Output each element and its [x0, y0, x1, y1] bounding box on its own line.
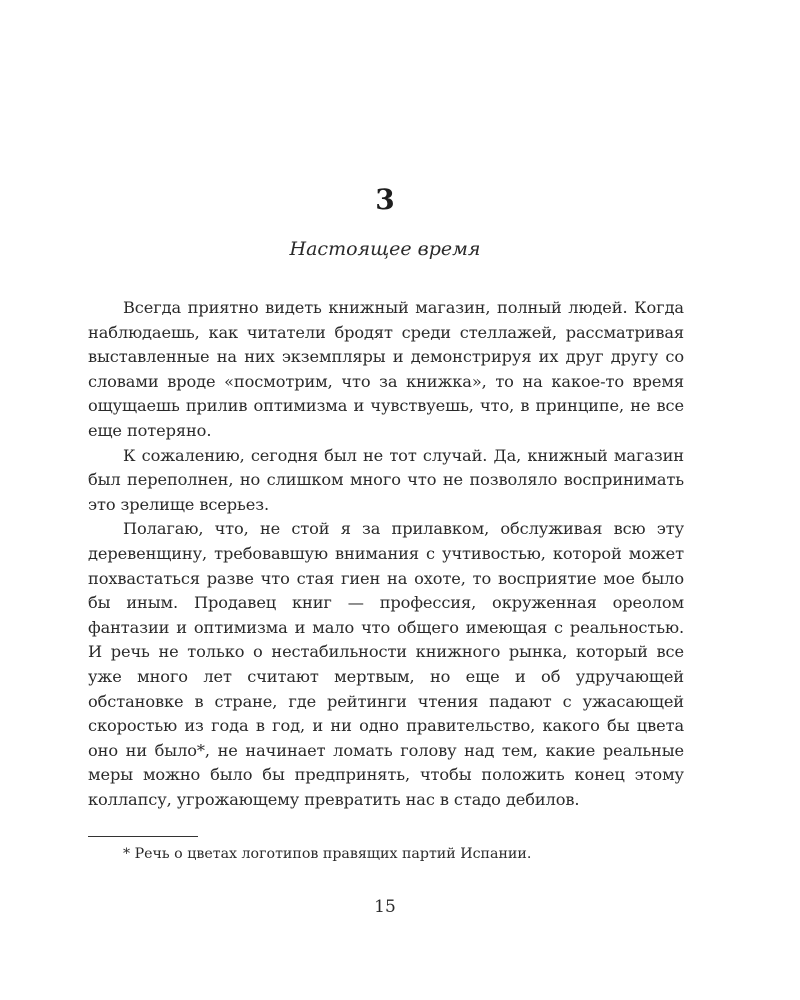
- paragraph-1: Всегда приятно видеть книжный магазин, полный людей. Когда наблюдаешь, как читатели бродят среди стеллажей, рассматривая выставленные на них экземпляры и демонстрируя их друг другу со словами вроде «посмотрим, что за книжка», то на какое-то время ощущаешь прилив оптимизма и чувствуешь, что, в принципе, не все еще потеряно.: [88, 298, 684, 440]
- paragraph-3: Полагаю, что, не стой я за прилавком, обслуживая всю эту деревенщину, требовавшую внимания с учтивостью, которой может похвастаться разве что стая гиен на охоте, то восприятие мое было бы иным. Продавец книг — профессия, окруженная ореолом фантазии и оптимизма и мало что общего имеющая с реальностью. И речь не только о нестабильности книжного рынка, который все уже много лет считают мертвым, но еще и об удручающей обстановке в стране, где рейтинги чтения падают с ужасающей скоростью из года в год, и ни одно правительство, какого бы цвета оно ни было*, не начинает ломать голову над тем, какие реальные меры можно было бы предпринять, чтобы положить конец этому коллапсу, угрожающему превратить нас в стадо дебилов.: [88, 519, 684, 809]
- page-number: 15: [374, 897, 396, 917]
- chapter-number: 3: [375, 183, 395, 216]
- body-text: [88, 296, 684, 812]
- footnote-divider: [88, 836, 198, 837]
- paragraph-2: К сожалению, сегодня был не тот случай. Да, книжный магазин был переполнен, но слишком много что не позволяло воспринимать это зрелище всерьез.: [88, 445, 684, 514]
- footnote: * Речь о цветах логотипов правящих партий Испании.: [123, 846, 532, 862]
- chapter-subtitle: Настоящее время: [289, 238, 481, 260]
